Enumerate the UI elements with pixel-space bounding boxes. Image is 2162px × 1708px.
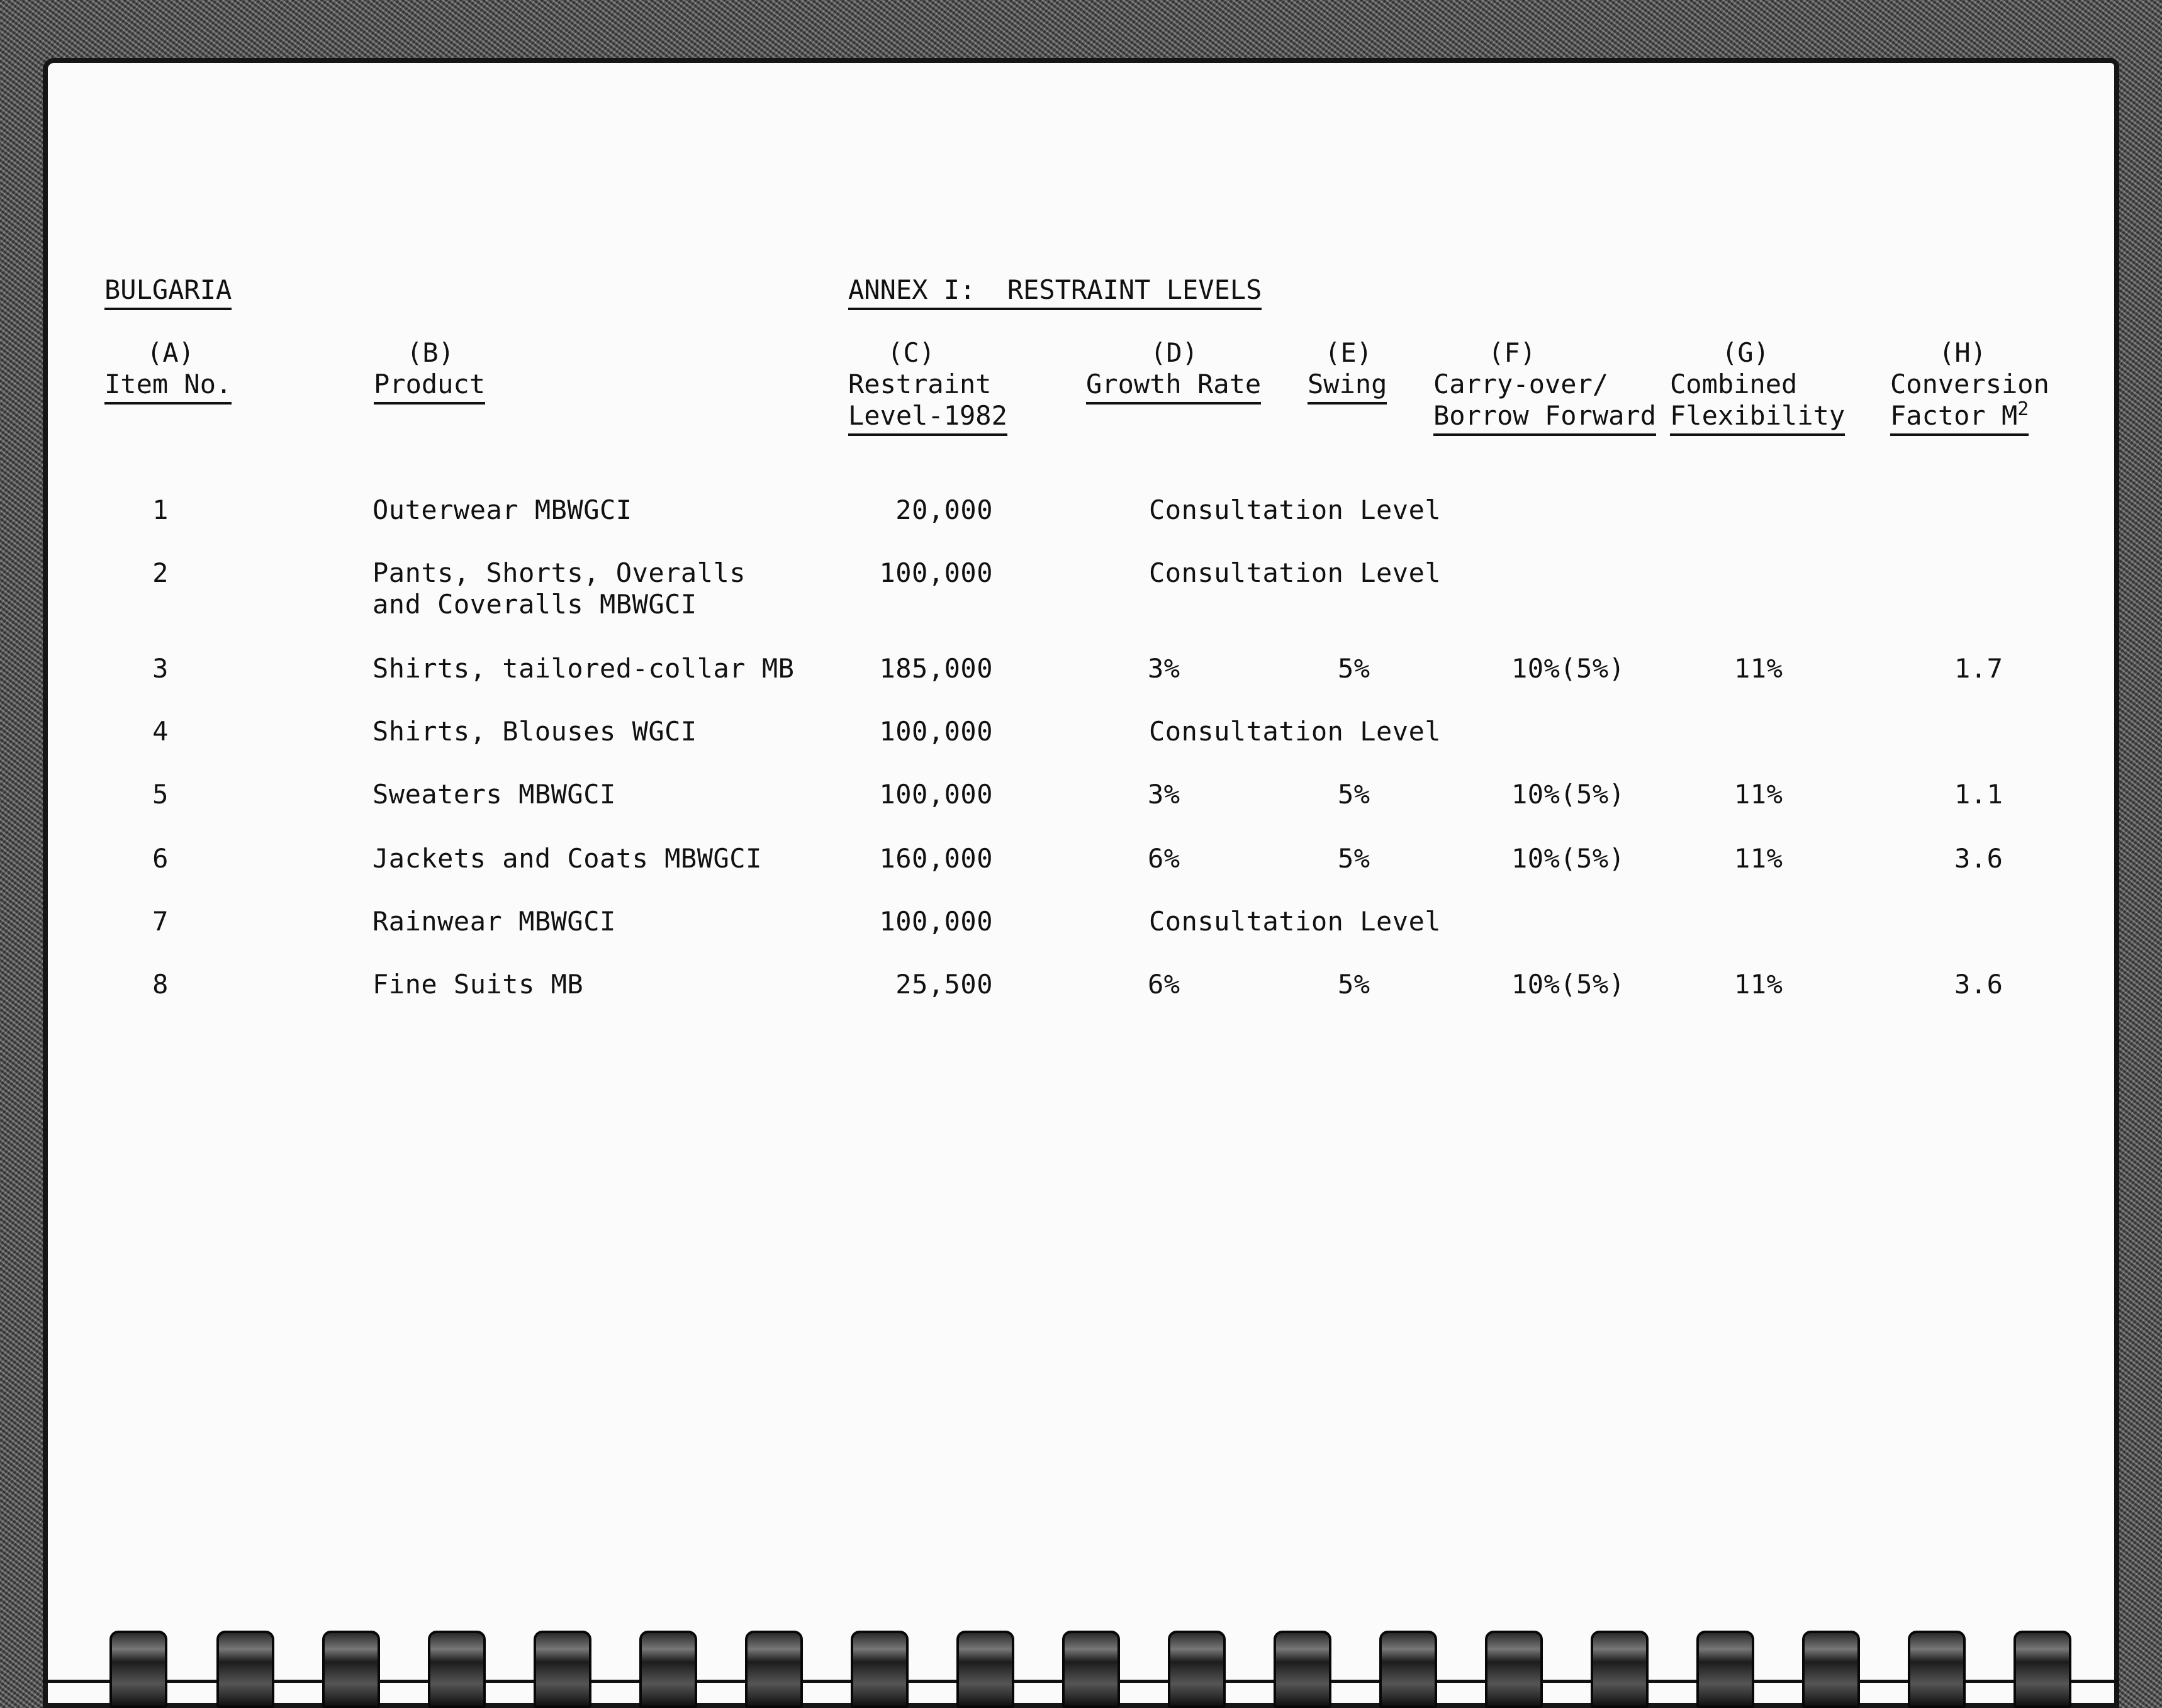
item-number: 5 [152,779,169,810]
binding-coil [109,1631,167,1708]
item-number: 8 [152,969,169,1000]
binding-coil [1274,1631,1331,1708]
restraint-level: 25,500 [895,969,993,1000]
conversion-factor: 3.6 [1954,843,2003,874]
carry-over: 10%(5%) [1511,969,1625,1000]
binding-coil [639,1631,697,1708]
product-name: Outerwear MBWGCI [372,494,632,525]
column-c-label-line1: Restraint [848,369,992,399]
restraint-level: 100,000 [879,557,993,588]
column-f-letter: (F) [1488,337,1536,368]
conversion-factor: 1.7 [1954,653,2003,684]
product-name: Shirts, Blouses WGCI [372,716,697,747]
item-number: 1 [152,494,169,525]
binding-coil [956,1631,1014,1708]
product-name: Pants, Shorts, Overalls [372,557,746,588]
column-f-label-line2: Borrow Forward [1433,400,1656,432]
column-b-label: Product [374,369,485,400]
column-e-label: Swing [1308,369,1387,400]
combined-flexibility: 11% [1734,843,1783,874]
column-h-letter: (H) [1939,337,1986,368]
column-f-label-line1: Carry-over/ [1433,369,1609,399]
combined-flexibility: 11% [1734,653,1783,684]
annex-title: ANNEX I: RESTRAINT LEVELS [848,274,1262,306]
item-number: 3 [152,653,169,684]
swing: 5% [1338,653,1370,684]
column-c-label-line2: Level-1982 [848,400,1007,432]
binding-coil [1485,1631,1543,1708]
column-e-letter: (E) [1325,337,1372,368]
product-name: Fine Suits MB [372,969,584,1000]
column-d-letter: (D) [1150,337,1198,368]
growth-rate: 6% [1148,969,1180,1000]
swing: 5% [1338,969,1370,1000]
carry-over: 10%(5%) [1511,779,1625,810]
item-number: 2 [152,557,169,588]
combined-flexibility: 11% [1734,779,1783,810]
product-name: Rainwear MBWGCI [372,906,616,937]
binding-coil [322,1631,380,1708]
combined-flexibility: 11% [1734,969,1783,1000]
binding-coil [534,1631,591,1708]
country-title: BULGARIA [104,274,232,306]
column-h-label-line1: Conversion [1890,369,2049,399]
binding-coil [1802,1631,1860,1708]
carry-over: 10%(5%) [1511,653,1625,684]
binding-coil [1168,1631,1226,1708]
product-name-line2: and Coveralls MBWGCI [372,589,697,620]
column-a-label: Item No. [104,369,232,400]
binding-coil [745,1631,803,1708]
growth-rate: 3% [1148,653,1180,684]
growth-rate: 6% [1148,843,1180,874]
binding-coil [1696,1631,1754,1708]
consultation-level: Consultation Level [1149,557,1442,588]
binding-coil [1379,1631,1437,1708]
restraint-level: 100,000 [879,906,993,937]
binding-coil [2014,1631,2071,1708]
column-b-letter: (B) [406,337,454,368]
binding-coil [428,1631,486,1708]
binding-coil [1062,1631,1120,1708]
column-g-letter: (G) [1722,337,1769,368]
column-a-letter: (A) [147,337,194,368]
item-number: 4 [152,716,169,747]
binding-coil [851,1631,909,1708]
consultation-level: Consultation Level [1149,494,1442,525]
product-name: Shirts, tailored-collar MB [372,653,795,684]
conversion-factor: 3.6 [1954,969,2003,1000]
swing: 5% [1338,843,1370,874]
restraint-level: 100,000 [879,779,993,810]
consultation-level: Consultation Level [1149,716,1442,747]
product-name: Sweaters MBWGCI [372,779,616,810]
binding-coil [216,1631,274,1708]
product-name: Jackets and Coats MBWGCI [372,843,762,874]
growth-rate: 3% [1148,779,1180,810]
column-g-label-line1: Combined [1670,369,1798,399]
column-c-letter: (C) [887,337,935,368]
binding-coil [1591,1631,1649,1708]
swing: 5% [1338,779,1370,810]
column-d-label: Growth Rate [1086,369,1261,400]
column-g-label-line2: Flexibility [1670,400,1845,432]
restraint-level: 20,000 [895,494,993,525]
binding-coil [1908,1631,1966,1708]
column-h-label-line2: Factor $M^2$ [1890,400,2029,432]
restraint-level: 100,000 [879,716,993,747]
restraint-level: 160,000 [879,843,993,874]
item-number: 6 [152,843,169,874]
item-number: 7 [152,906,169,937]
conversion-factor: 1.1 [1954,779,2003,810]
consultation-level: Consultation Level [1149,906,1442,937]
carry-over: 10%(5%) [1511,843,1625,874]
restraint-level: 185,000 [879,653,993,684]
